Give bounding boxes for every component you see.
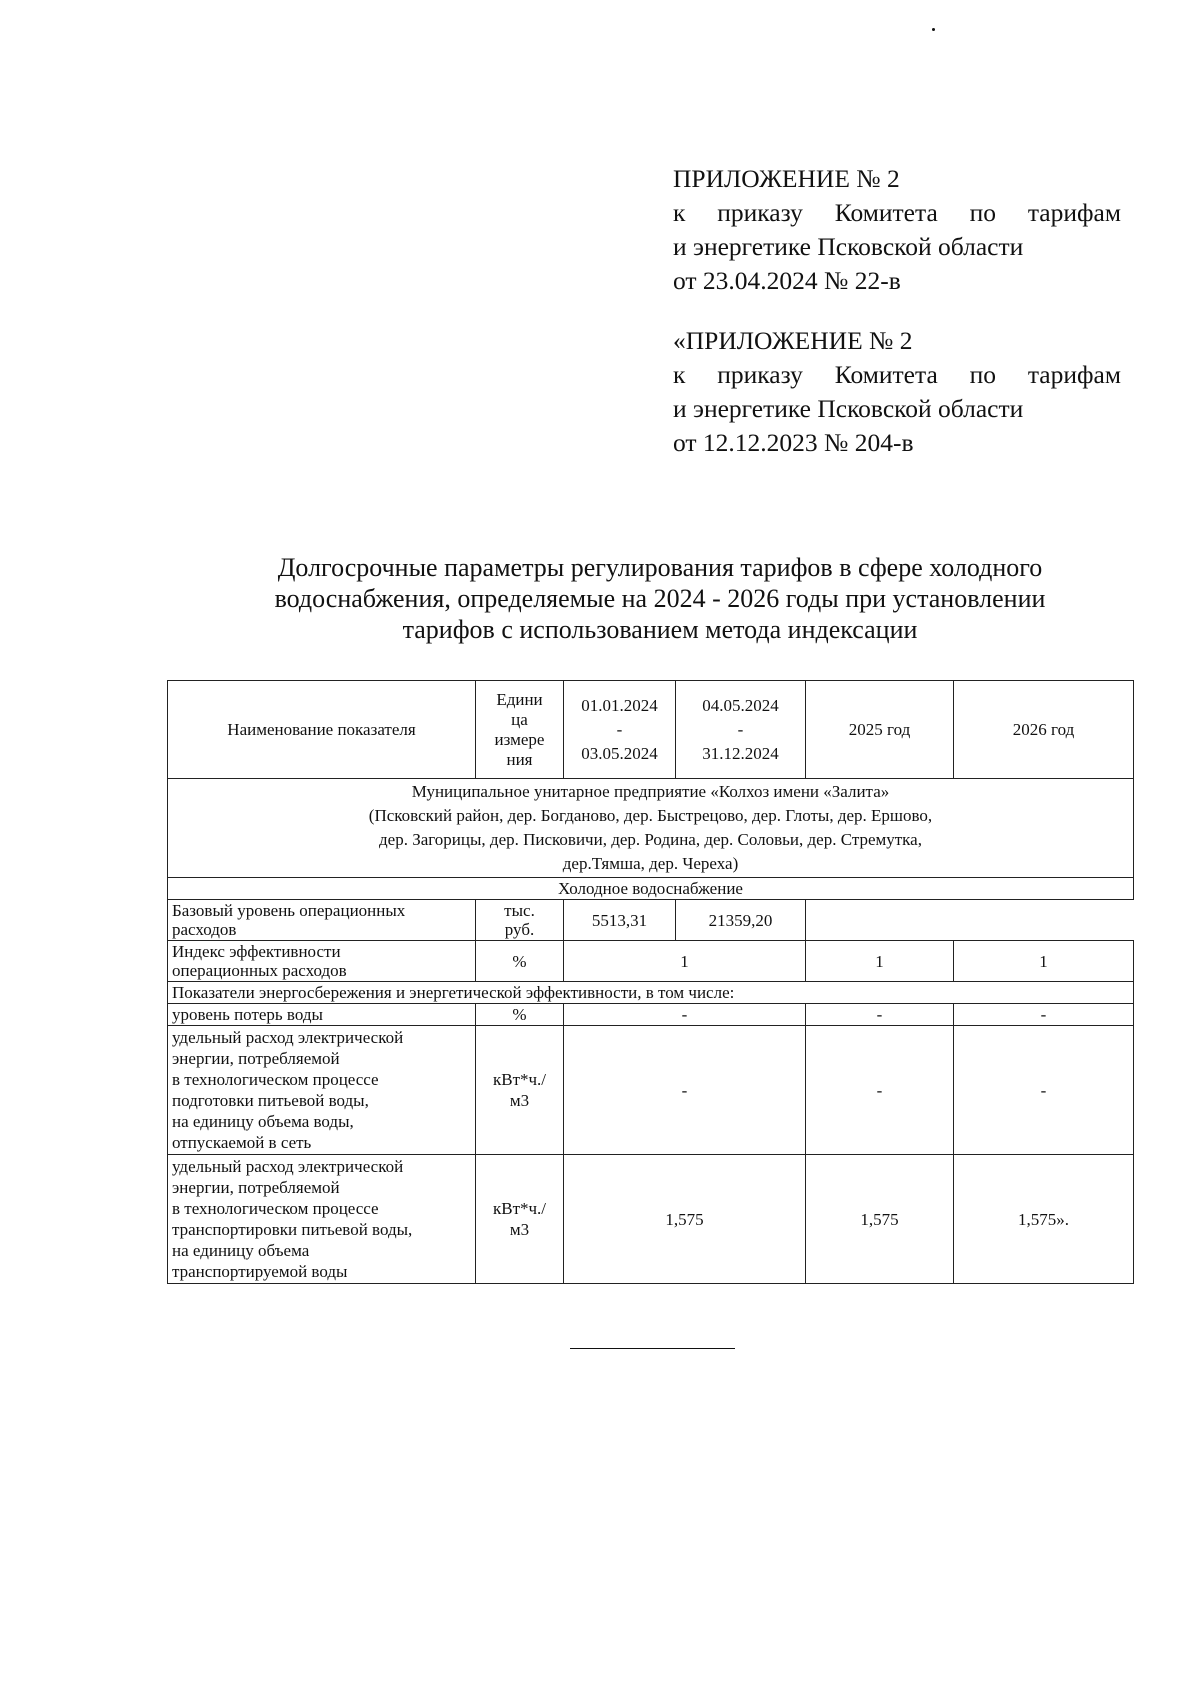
- appendix-header-quoted: [673, 324, 1121, 460]
- table-row: [168, 900, 1134, 941]
- table-row: [168, 1004, 1134, 1026]
- row-name: удельный расход электрической энергии, потребляемой в технологическом процессе транспортировки питьевой воды, на единицу объема транспортируемой воды: [168, 1155, 476, 1284]
- document-title-line: водоснабжения, определяемые на 2024 - 2026 годы при установлении: [274, 584, 1046, 613]
- row-unit: кВт*ч./ м3: [476, 1155, 564, 1284]
- value-2026: 1: [954, 941, 1134, 982]
- header-unit: Едини ца измере ния: [476, 681, 564, 779]
- appendix-title: «ПРИЛОЖЕНИЕ № 2: [673, 326, 913, 355]
- row-unit: %: [476, 941, 564, 982]
- row-name: Индекс эффективности операционных расходов: [168, 941, 476, 982]
- header-indicator-name: Наименование показателя: [168, 681, 476, 779]
- value-2024: 1: [564, 941, 806, 982]
- row-name: уровень потерь воды: [168, 1004, 476, 1026]
- table-row: [168, 1026, 1134, 1155]
- value-2024: 1,575: [564, 1155, 806, 1284]
- section-row: [168, 982, 1134, 1004]
- table-row: [168, 1155, 1134, 1284]
- row-unit: тыс. руб.: [476, 900, 564, 941]
- document-title-line: тарифов с использованием метода индексации: [402, 615, 918, 644]
- row-name: удельный расход электрической энергии, потребляемой в технологическом процессе подготовки питьевой воды, на единицу объема воды, отпускаемой в сеть: [168, 1026, 476, 1155]
- appendix-order-ref: к приказу Комитета по тарифам: [673, 198, 1121, 227]
- row-unit: кВт*ч./ м3: [476, 1026, 564, 1155]
- table-row: [168, 941, 1134, 982]
- value-period-2: 21359,20: [676, 900, 806, 941]
- value-period-1: 5513,31: [564, 900, 676, 941]
- value-2024: -: [564, 1004, 806, 1026]
- value-2024: -: [564, 1026, 806, 1155]
- organization-row: [168, 779, 1134, 878]
- value-2026: 1,575».: [954, 1155, 1134, 1284]
- appendix-header-current: [673, 162, 1121, 298]
- row-name: Базовый уровень операционных расходов: [168, 900, 476, 941]
- appendix-committee: и энергетике Псковской области: [673, 232, 1024, 261]
- document-title: [200, 552, 1120, 645]
- value-2025: 1: [806, 941, 954, 982]
- section-row: [168, 878, 1134, 900]
- header-year-2026: 2026 год: [954, 681, 1134, 779]
- section-cold-water: Холодное водоснабжение: [168, 878, 1134, 900]
- organization-cell: Муниципальное унитарное предприятие «Колхоз имени «Залита» (Псковский район, дер. Богданово, дер. Быстрецово, дер. Глоты, дер. Ершово, дер. Загорицы, дер. Писковичи, дер. Родина, дер. Соловьи, дер. Стремутка, дер.Тямша, дер. Череха): [168, 779, 1134, 878]
- parameters-table: [167, 680, 1134, 1284]
- appendix-date-number: от 23.04.2024 № 22-в: [673, 266, 901, 295]
- appendix-title: ПРИЛОЖЕНИЕ № 2: [673, 164, 900, 193]
- row-unit: %: [476, 1004, 564, 1026]
- closing-divider: [570, 1348, 735, 1349]
- value-2025: -: [806, 1004, 954, 1026]
- table-header-row: [168, 681, 1134, 779]
- scan-speck: [932, 28, 935, 31]
- header-year-2025: 2025 год: [806, 681, 954, 779]
- value-2026: -: [954, 1004, 1134, 1026]
- appendix-order-ref: к приказу Комитета по тарифам: [673, 360, 1121, 389]
- header-period-2: 04.05.2024 - 31.12.2024: [676, 681, 806, 779]
- appendix-date-number: от 12.12.2023 № 204-в: [673, 428, 914, 457]
- value-2025: -: [806, 1026, 954, 1155]
- document-title-line: Долгосрочные параметры регулирования тарифов в сфере холодного: [277, 553, 1043, 582]
- section-energy-efficiency: Показатели энергосбережения и энергетической эффективности, в том числе:: [168, 982, 1134, 1004]
- value-2026: -: [954, 1026, 1134, 1155]
- empty-cell: [806, 900, 1134, 941]
- appendix-committee: и энергетике Псковской области: [673, 394, 1024, 423]
- header-period-1: 01.01.2024 - 03.05.2024: [564, 681, 676, 779]
- value-2025: 1,575: [806, 1155, 954, 1284]
